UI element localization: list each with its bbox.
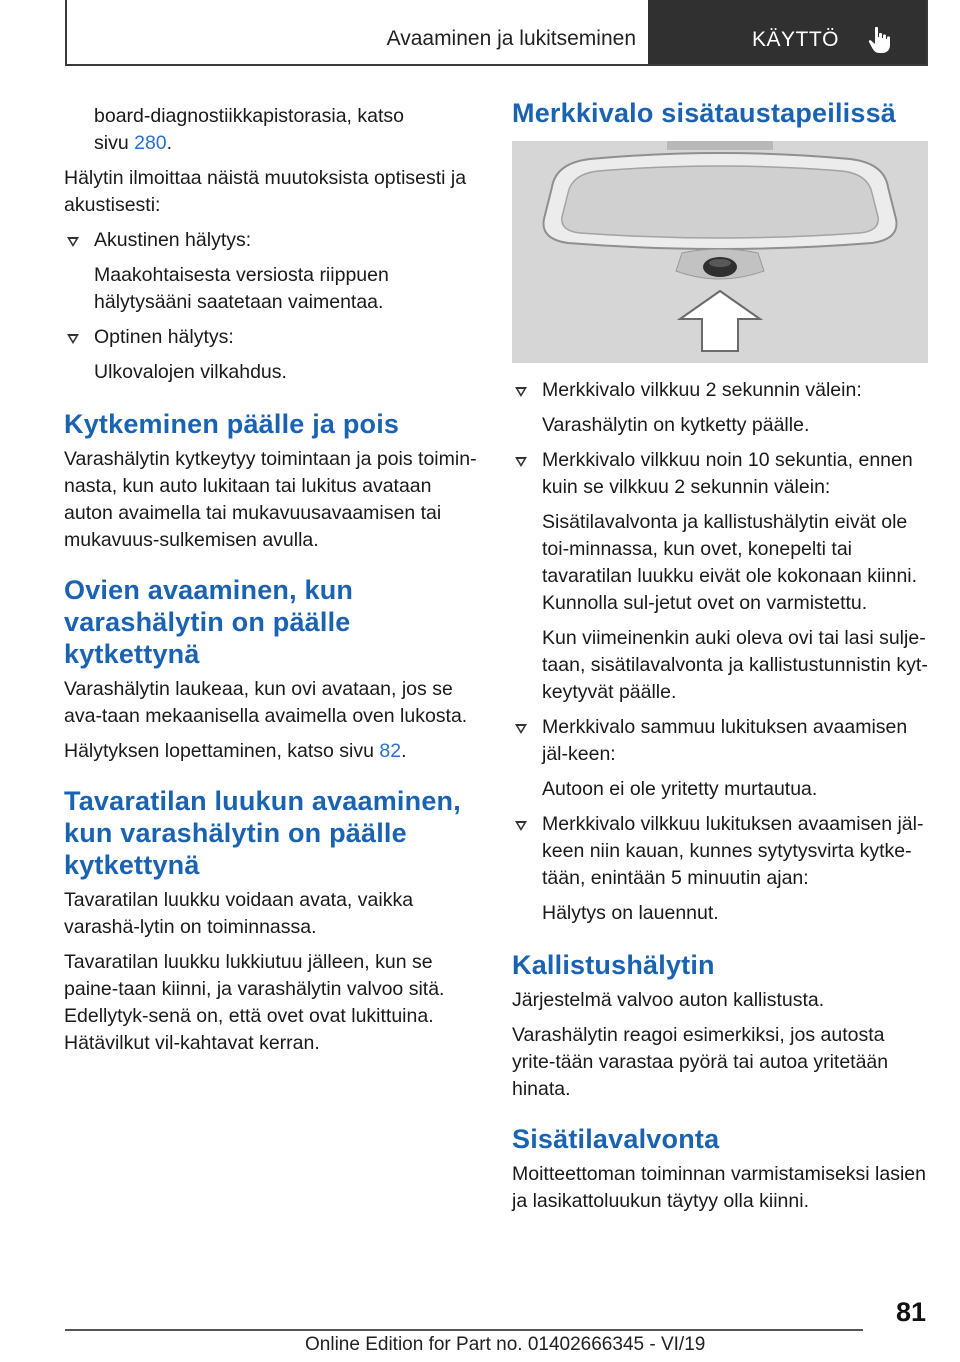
bullet-sub: Maakohtaisesta versiosta riippuen hälytysääni saatetaan vaimentaa.	[94, 264, 389, 313]
bullet-sub: Kun viimeinenkin auki oleva ovi tai lasi sulje-taan, sisätilavalvonta ja kallistustunnistin kyt-keytyvät päälle.	[542, 627, 928, 703]
heading-sisatila: Sisätilavalvonta	[512, 1124, 720, 1154]
bullet-sub: Varashälytin on kytketty päälle.	[542, 414, 810, 436]
paragraph-kytkeminen: Varashälytin kytkeytyy toimintaan ja pois toimin-nasta, kun auto lukitaan tai lukitus avataan auton avaimella tai mukavuusavaamisen tai mukavuus-sulkemisen avulla.	[64, 448, 477, 551]
bullet-title: Optinen hälytys:	[94, 326, 234, 348]
hand-pointer-icon	[867, 26, 893, 54]
bullet-sub: Autoon ei ole yritetty murtautua.	[542, 778, 818, 800]
triangle-bullet-icon	[67, 334, 79, 344]
list-item	[512, 447, 928, 501]
intro-line1: board-diagnostiikkapistorasia, katso	[94, 105, 405, 127]
bullet-sub: Ulkovalojen vilkahdus.	[94, 361, 287, 383]
left-column	[64, 103, 480, 1065]
paragraph-ovien: Varashälytin laukeaa, kun ovi avataan, jos se ava-taan mekaanisella avaimella oven lukosta.	[64, 678, 468, 727]
list-item	[64, 227, 480, 254]
paragraph-kallistus-1: Järjestelmä valvoo auton kallistusta.	[512, 989, 825, 1011]
triangle-bullet-icon	[515, 457, 527, 467]
heading-tavaratila: Tavaratilan luukun avaaminen, kun varashälytin on päälle kytkettynä	[64, 786, 461, 880]
section-title: Avaaminen ja lukitseminen	[386, 27, 636, 50]
triangle-bullet-icon	[515, 724, 527, 734]
page-header	[65, 0, 928, 66]
lopettaminen-suffix: .	[401, 740, 407, 762]
chapter-tab-label: KÄYTTÖ	[752, 28, 840, 51]
alarm-paragraph: Hälytin ilmoittaa näistä muutoksista optisesti ja akustisesti:	[64, 167, 467, 216]
list-item	[512, 714, 928, 768]
paragraph-kallistus-2: Varashälytin reagoi esimerkiksi, jos autosta yrite-tään varastaa pyörä tai autoa yritetään hinata.	[512, 1024, 889, 1100]
lopettaminen-text: Hälytyksen lopettaminen, katso sivu	[64, 740, 380, 762]
triangle-bullet-icon	[67, 237, 79, 247]
footer-divider	[65, 1329, 863, 1331]
list-item	[512, 811, 928, 892]
heading-merkkivalo: Merkkivalo sisätaustapeilissä	[512, 98, 897, 128]
bullet-title: Akustinen hälytys:	[94, 229, 252, 251]
paragraph-tavaratila-1: Tavaratilan luukku voidaan avata, vaikka varashä-lytin on toiminnassa.	[64, 889, 414, 938]
paragraph-lopettaminen	[64, 738, 480, 765]
right-column	[512, 97, 928, 1223]
intro-line2-suffix: .	[166, 132, 173, 154]
bullet-title: Merkkivalo vilkkuu lukituksen avaamisen jäl-keen niin kauan, kunnes sytytysvirta kytke-tään, enintään 5 minuutin ajan:	[542, 813, 924, 889]
bullet-sub: Hälytys on lauennut.	[542, 902, 719, 924]
footer-edition: Online Edition for Part no. 01402666345 - VI/19	[305, 1334, 706, 1355]
page-number: 81	[895, 1297, 926, 1327]
list-item	[512, 377, 928, 404]
triangle-bullet-icon	[515, 387, 527, 397]
heading-ovien: Ovien avaaminen, kun varashälytin on päälle kytkettynä	[64, 575, 354, 669]
rearview-mirror-illustration	[512, 141, 928, 363]
chapter-tab[interactable]	[648, 0, 926, 64]
triangle-bullet-icon	[515, 821, 527, 831]
intro-line2-prefix: sivu	[94, 132, 135, 154]
bullet-title: Merkkivalo sammuu lukituksen avaamisen jäl-keen:	[542, 716, 908, 765]
paragraph-sisatila: Moitteettoman toiminnan varmistamiseksi lasien ja lasikattoluukun täytyy olla kiinni.	[512, 1163, 926, 1212]
page-link-82[interactable]: 82	[379, 740, 402, 762]
list-item	[64, 324, 480, 351]
heading-kallistus: Kallistushälytin	[512, 950, 715, 980]
bullet-sub: Sisätilavalvonta ja kallistushälytin eivät ole toi-minnassa, kun ovet, konepelti tai tavaratilan luukku eivät ole kokonaan kiinni. Kunnolla sul-jetut ovet on varmistettu.	[542, 511, 918, 614]
bullet-title: Merkkivalo vilkkuu noin 10 sekuntia, ennen kuin se vilkkuu 2 sekunnin välein:	[542, 449, 913, 498]
intro-paragraph	[64, 103, 480, 157]
bullet-title: Merkkivalo vilkkuu 2 sekunnin välein:	[542, 379, 862, 401]
heading-kytkeminen: Kytkeminen päälle ja pois	[64, 409, 400, 439]
page-link-280[interactable]: 280	[134, 132, 167, 154]
paragraph-tavaratila-2: Tavaratilan luukku lukkiutuu jälleen, kun se paine-taan kiinni, ja varashälytin valvoo sitä. Edellytyk-senä on, että ovet ovat lukittuina. Hätävilkut vil-kahtavat kerran.	[64, 951, 445, 1054]
